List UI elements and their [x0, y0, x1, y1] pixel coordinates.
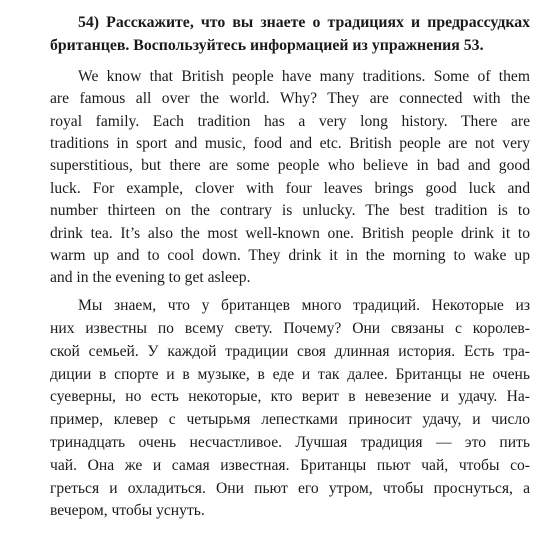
- russian-paragraph-line: пример, клевер с четырьмя лепестками приносит удачу, и число: [50, 411, 530, 428]
- russian-paragraph-line: тринадцать очень несчастливое. Лучшая традиция — это пить: [50, 434, 530, 451]
- english-paragraph-line: traditions in sport and music, food and etc. British people are not very: [50, 135, 530, 152]
- exercise-heading-line-1: 54) Расскажите, что вы знаете о традициях и предрассудках: [78, 14, 530, 31]
- english-paragraph-line: luck. For example, clover with four leaves brings good luck and: [50, 180, 530, 197]
- russian-paragraph-line: вечером, чтобы уснуть.: [50, 502, 205, 519]
- english-paragraph-line: and in the evening to get asleep.: [50, 269, 251, 286]
- russian-paragraph-line: них известны по всему свету. Почему? Они связаны с королев-: [50, 320, 530, 337]
- english-paragraph-line: superstitious, but there are some people who believe in bad and good: [50, 157, 530, 174]
- russian-paragraph-line: греться и охладиться. Они пьют его утром, чтобы проснуться, а: [50, 480, 530, 497]
- russian-paragraph-line: ской семьей. У каждой традиции своя длинная история. Есть тра-: [50, 343, 530, 360]
- english-paragraph-line: We know that British people have many traditions. Some of them: [78, 68, 530, 85]
- russian-paragraph-line: чай. Она же и самая известная. Британцы пьют чай, чтобы со-: [50, 457, 530, 474]
- exercise-heading-line-2: британцев. Воспользуйтесь информацией из упражнения 53.: [50, 37, 484, 54]
- english-paragraph-line: royal family. Each tradition has a very long history. There are: [50, 113, 530, 130]
- english-paragraph-line: warm up and to cool down. They drink it in the morning to wake up: [50, 247, 530, 264]
- english-paragraph-line: are famous all over the world. Why? They are connected with the: [50, 90, 530, 107]
- english-paragraph-line: drink tea. It’s also the most well-known one. British people drink it to: [50, 225, 530, 242]
- english-paragraph-line: number thirteen on the contrary is unlucky. The best tradition is to: [50, 202, 530, 219]
- russian-paragraph-line: суеверны, но есть некоторые, кто верит в невезение и удачу. На-: [50, 388, 530, 405]
- russian-paragraph-line: диции в спорте и в музыке, в еде и так далее. Британцы не очень: [50, 366, 530, 383]
- russian-paragraph-line: Мы знаем, что у британцев много традиций. Некоторые из: [78, 297, 530, 314]
